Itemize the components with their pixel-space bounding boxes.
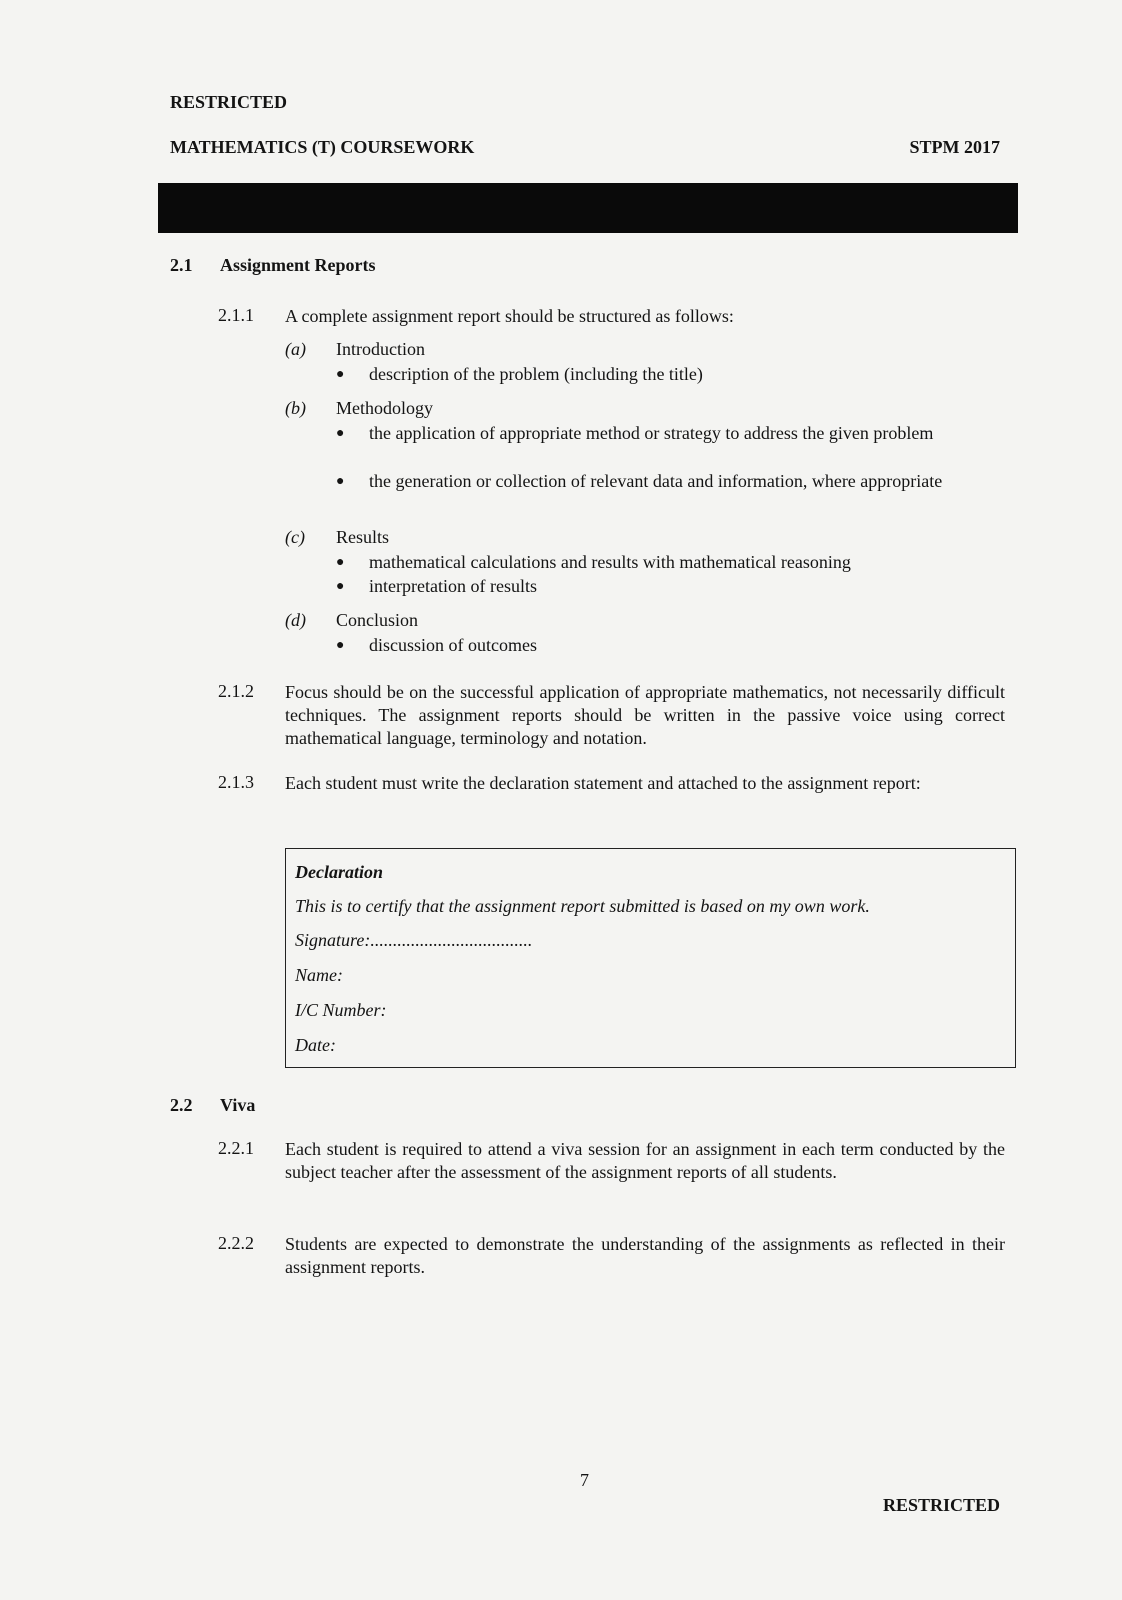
item-letter: (c) [285,527,305,547]
section-title: Viva [220,1095,256,1115]
ic-number-field: I/C Number: [295,1000,387,1020]
redacted-bar [158,183,1018,233]
bullet-icon: ● [336,638,345,653]
bullet-icon: ● [336,579,345,594]
paragraph-text: A complete assignment report should be structured as follows: [285,306,734,326]
paragraph-number: 2.1.1 [218,305,254,325]
paragraph-number: 2.2.2 [218,1233,254,1253]
item-title: Methodology [336,398,433,418]
section-number: 2.2 [170,1095,193,1115]
list-item: ● mathematical calculations and results with mathematical reasoning [336,552,851,572]
paragraph-number: 2.2.1 [218,1138,254,1158]
section-number: 2.1 [170,255,193,275]
classification-footer: RESTRICTED [882,1495,1000,1515]
classification-header: RESTRICTED [170,92,288,112]
list-item: ● interpretation of results [336,576,537,596]
bullet-icon: ● [336,474,345,489]
list-item: ● the generation or collection of relevant data and information, where appropriate [336,471,943,491]
list-item: ● the application of appropriate method or strategy to address the given problem [336,423,934,443]
item-letter: (a) [285,339,306,359]
item-title: Results [336,527,390,547]
declaration-heading: Declaration [295,862,383,882]
date-field: Date: [295,1035,336,1055]
bullet-icon: ● [336,555,345,570]
paragraph-number: 2.1.2 [218,681,254,701]
list-item: ● discussion of outcomes [336,635,537,655]
item-title: Introduction [336,339,425,359]
list-item: ● description of the problem (including the title) [336,364,703,384]
bullet-icon: ● [336,367,345,382]
declaration-statement: This is to certify that the assignment report submitted is based on my own work. [295,896,870,916]
paragraph-text: Each student must write the declaration statement and attached to the assignment report: [285,773,921,793]
exam-label: STPM 2017 [909,137,1000,157]
declaration-box [285,848,1016,1068]
bullet-icon: ● [336,426,345,441]
paragraph-text: Each student is required to attend a viva session for an assignment in each term conducted by the subject teacher after the assessment of the assignment reports of all students. [285,1139,1005,1182]
page-number: 7 [580,1470,589,1490]
item-letter: (d) [285,610,306,630]
paragraph-text: Students are expected to demonstrate the understanding of the assignments as reflected in their assignment reports. [285,1234,1005,1277]
section-title: Assignment Reports [220,255,376,275]
subject-title: MATHEMATICS (T) COURSEWORK [170,137,475,157]
name-field: Name: [295,965,343,985]
paragraph-number: 2.1.3 [218,772,254,792]
signature-field: Signature:.................................... [295,930,533,950]
item-letter: (b) [285,398,306,418]
item-title: Conclusion [336,610,419,630]
paragraph-text: Focus should be on the successful application of appropriate mathematics, not necessarily difficult techniques. The assignment reports should be written in the passive voice using correct mathematical language, terminology and notation. [285,682,1005,748]
